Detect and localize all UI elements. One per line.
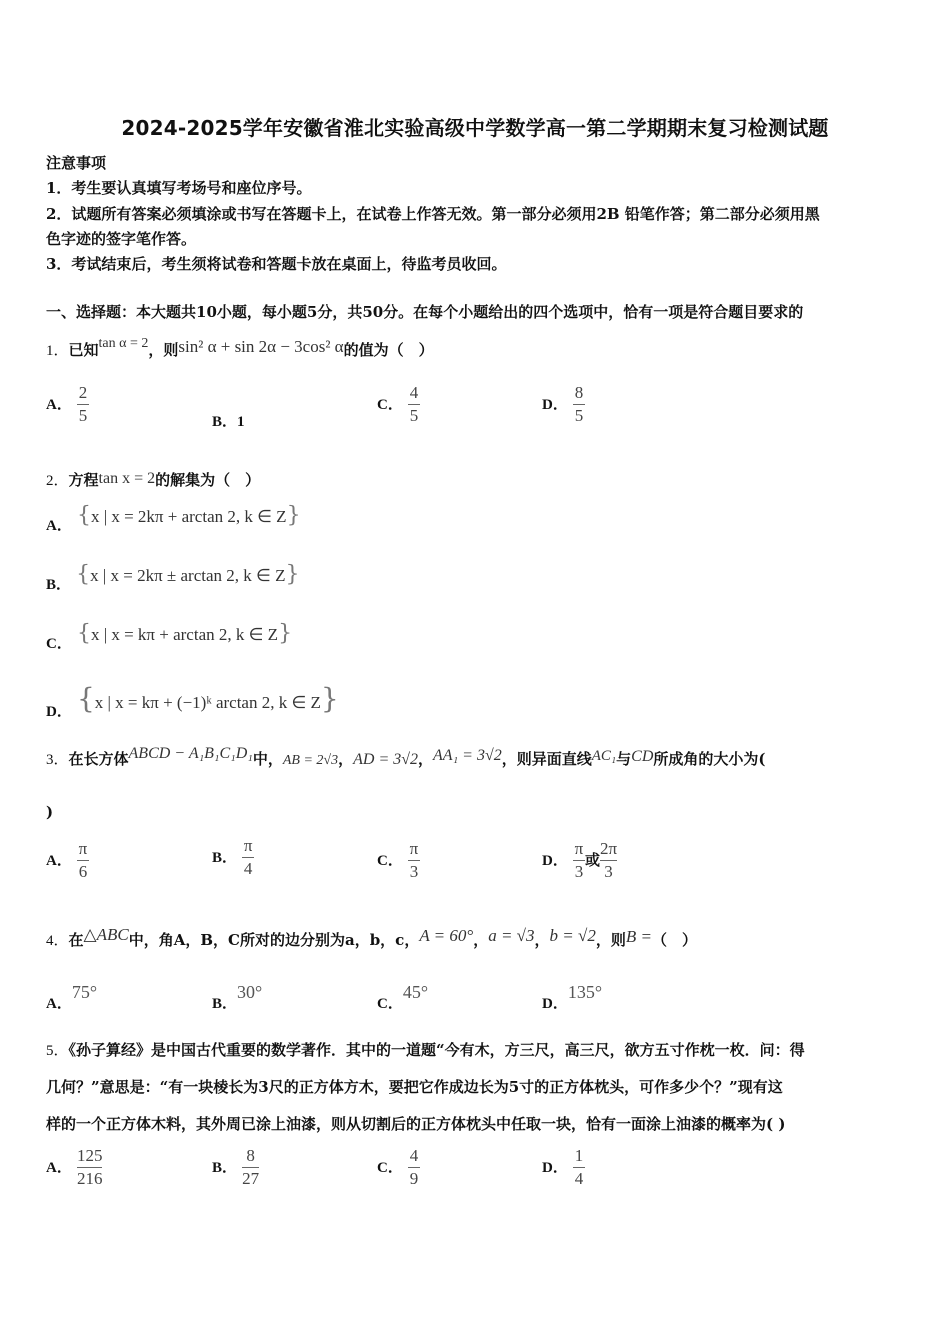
option-label: B． — [212, 414, 238, 430]
q4-side-a: a = √3 — [488, 926, 535, 945]
question-number: 1． — [46, 343, 69, 359]
fraction — [77, 1147, 103, 1188]
set-expression: x | x = kπ + (−1)ᵏ arctan 2, k ∈ Z — [94, 693, 321, 712]
fraction — [77, 384, 89, 425]
q1-option-d[interactable] — [542, 384, 585, 425]
q3-line1: AC₁ — [591, 748, 617, 764]
q1-post: 的值为（ ） — [343, 341, 434, 359]
q3-option-c[interactable] — [377, 840, 420, 881]
option-label: A． — [46, 396, 72, 413]
fraction — [242, 837, 254, 878]
denominator: 4 — [574, 1168, 584, 1188]
question-3: 3．在长方体ABCD − A₁B₁C₁D₁中，AB = 2√3，AD = 3√2，AA₁ = 3√2，则异面直线AC₁与CD所成角的大小为( — [46, 745, 766, 768]
q5-option-b[interactable] — [212, 1147, 259, 1188]
denominator: 3 — [409, 861, 419, 881]
q4-angle: A = 60° — [419, 926, 474, 945]
q1-condition: tan α = 2 — [98, 336, 149, 351]
q3-t4: 所成角的大小为( — [653, 750, 766, 768]
numerator: 4 — [409, 1146, 419, 1165]
question-4: 4．在△ABC中，角A，B，C所对的边分别为a，b，c，A = 60°，a = √3，b = √2，则B =（ ） — [46, 925, 697, 949]
q4-post: ，则 — [595, 931, 626, 949]
set-expression: x | x = 2kπ ± arctan 2, k ∈ Z — [90, 566, 286, 585]
q4-option-a[interactable] — [46, 982, 98, 1012]
option-label: C． — [377, 852, 403, 869]
q4-ask: B = — [625, 927, 652, 946]
denominator: 216 — [76, 1168, 103, 1188]
option-value: 1 — [237, 414, 245, 430]
numerator: 125 — [76, 1146, 103, 1165]
fraction — [242, 1147, 259, 1188]
question-number: 4． — [46, 933, 69, 949]
fraction — [77, 840, 89, 881]
option-label: B． — [212, 996, 238, 1012]
q5-line-3: 样的一个正方体木料，其外周已涂上油漆，则从切割后的正方体枕头中任取一块，恰有一面涂上油漆的概率为( ) — [46, 1115, 786, 1133]
option-label: B． — [212, 849, 238, 866]
q2-option-c[interactable]: C． {x | x = kπ + arctan 2, k ∈ Z} — [46, 621, 293, 652]
numerator: 8 — [246, 1146, 255, 1165]
q5-line-1: 《孙子算经》是中国古代重要的数学著作．其中的一道题“今有木，方三尺，高三尺，欲方五寸作枕一枚．问：得 — [68, 1041, 805, 1059]
option-value: 45° — [402, 982, 429, 1002]
denominator: 3 — [604, 861, 613, 881]
q3-pre: 在长方体 — [68, 750, 129, 768]
q3-t2: ，则异面直线 — [501, 750, 592, 768]
numerator: 2π — [599, 839, 618, 858]
or-text: 或 — [584, 852, 600, 869]
option-label: D． — [542, 996, 568, 1012]
q5-line-2: 几何？”意思是：“有一块棱长为3尺的正方体方木，要把它作成边长为5寸的正方体枕头，可作多少个？”现有这 — [46, 1078, 783, 1096]
q3-option-d[interactable] — [542, 840, 617, 881]
notice-item-2: 2．试题所有答案必须填涂或书写在答题卡上，在试卷上作答无效。第一部分必须用2B 铅笔作答；第二部分必须用黑 — [46, 205, 820, 223]
q3-ab: AB = 2√3 — [282, 753, 339, 768]
fraction — [573, 1147, 585, 1188]
q3-aa: AA₁ = 3√2 — [433, 747, 502, 764]
q2-equation: tan x = 2 — [98, 470, 156, 487]
notice-heading: 注意事项 — [46, 154, 107, 172]
denominator: 5 — [78, 405, 88, 425]
option-label: C． — [46, 636, 72, 652]
option-value: 75° — [71, 982, 98, 1002]
denominator: 3 — [574, 861, 584, 881]
set-expression: x | x = 2kπ + arctan 2, k ∈ Z — [90, 507, 287, 526]
q3-t3: 与 — [616, 750, 632, 768]
q4-option-c[interactable] — [377, 982, 429, 1012]
denominator: 5 — [574, 405, 584, 425]
question-5 — [46, 1039, 805, 1060]
question-1 — [46, 336, 434, 360]
option-label: C． — [377, 396, 403, 413]
option-label: C． — [377, 996, 403, 1012]
q4-text: 中，角A，B，C所对的边分别为a，b，c， — [128, 931, 420, 949]
fraction — [408, 840, 420, 881]
q4-triangle: △ABC — [83, 925, 129, 944]
q3-t1: 中， — [252, 750, 283, 768]
option-label: D． — [46, 704, 72, 720]
question-number: 5． — [46, 1043, 69, 1059]
q5-option-c[interactable] — [377, 1147, 420, 1188]
option-label: A． — [46, 852, 72, 869]
notice-item-1: 1．考生要认真填写考场号和座位序号。 — [46, 179, 312, 197]
q1-mid: ，则 — [148, 341, 179, 359]
option-label: D． — [542, 396, 568, 413]
q1-option-a[interactable] — [46, 384, 89, 425]
notice-item-2-cont: 色字迹的签字笔作答。 — [46, 230, 197, 248]
q2-option-d[interactable]: D． {x | x = kπ + (−1)ᵏ arctan 2, k ∈ Z} — [46, 682, 339, 720]
q3-option-b[interactable] — [212, 837, 254, 878]
denominator: 6 — [78, 861, 88, 881]
option-label: D． — [542, 852, 568, 869]
q4-option-d[interactable] — [542, 982, 603, 1012]
q2-option-b[interactable]: B． {x | x = 2kπ ± arctan 2, k ∈ Z} — [46, 562, 300, 593]
option-value: 30° — [237, 982, 263, 1002]
q3-line2: CD — [631, 748, 654, 765]
q5-option-a[interactable] — [46, 1147, 102, 1188]
q4-side-b: b = √2 — [549, 926, 596, 945]
numerator: 1 — [574, 1146, 584, 1165]
option-value: 135° — [567, 982, 603, 1002]
q2-pre: 方程 — [68, 471, 99, 489]
question-number: 3． — [46, 752, 69, 768]
set-expression: x | x = kπ + arctan 2, k ∈ Z — [90, 625, 279, 644]
q3-close-paren: ) — [46, 803, 54, 821]
q1-option-b[interactable] — [212, 410, 245, 431]
numerator: π — [409, 839, 419, 858]
fraction — [573, 384, 585, 425]
numerator: 2 — [78, 383, 88, 402]
q4-option-b[interactable] — [212, 982, 263, 1012]
q3-option-a[interactable] — [46, 840, 89, 881]
fraction — [408, 1147, 420, 1188]
option-label: B． — [46, 577, 72, 593]
q4-paren: （ ） — [651, 931, 697, 949]
q1-pre: 已知 — [68, 341, 99, 359]
denominator: 4 — [243, 858, 253, 878]
q3-solid: ABCD − A₁B₁C₁D₁ — [128, 745, 253, 762]
option-label: A． — [46, 518, 72, 534]
option-label: A． — [46, 996, 72, 1012]
fraction — [573, 840, 585, 881]
numerator: π — [574, 839, 584, 858]
denominator: 5 — [409, 405, 419, 425]
option-label: A． — [46, 1159, 72, 1176]
fraction — [408, 384, 420, 425]
option-label: B． — [212, 1159, 238, 1176]
q1-expression: sin² α + sin 2α − 3cos² α — [178, 337, 344, 356]
q2-post: 的解集为（ ） — [155, 471, 261, 489]
numerator: π — [243, 836, 253, 855]
q3-ad: AD = 3√2 — [353, 751, 419, 768]
denominator: 27 — [242, 1168, 260, 1188]
q2-option-a[interactable]: A． {x | x = 2kπ + arctan 2, k ∈ Z} — [46, 503, 301, 534]
fraction-2 — [600, 840, 617, 881]
q5-option-d[interactable] — [542, 1147, 585, 1188]
option-label: C． — [377, 1159, 403, 1176]
page-title: 2024-2025学年安徽省淮北实验高级中学数学高一第二学期期末复习检测试题 — [121, 116, 829, 140]
notice-item-3: 3．考试结束后，考生须将试卷和答题卡放在桌面上，待监考员收回。 — [46, 255, 507, 273]
numerator: π — [78, 839, 88, 858]
option-label: D． — [542, 1159, 568, 1176]
section-heading: 一、选择题：本大题共10小题，每小题5分，共50分。在每个小题给出的四个选项中，恰有一项是符合题目要求的 — [46, 303, 804, 321]
question-number: 2． — [46, 473, 69, 489]
numerator: 8 — [574, 383, 584, 402]
q4-pre: 在 — [68, 931, 84, 949]
q1-option-c[interactable] — [377, 384, 420, 425]
numerator: 4 — [409, 383, 419, 402]
denominator: 9 — [409, 1168, 419, 1188]
question-2 — [46, 469, 260, 490]
